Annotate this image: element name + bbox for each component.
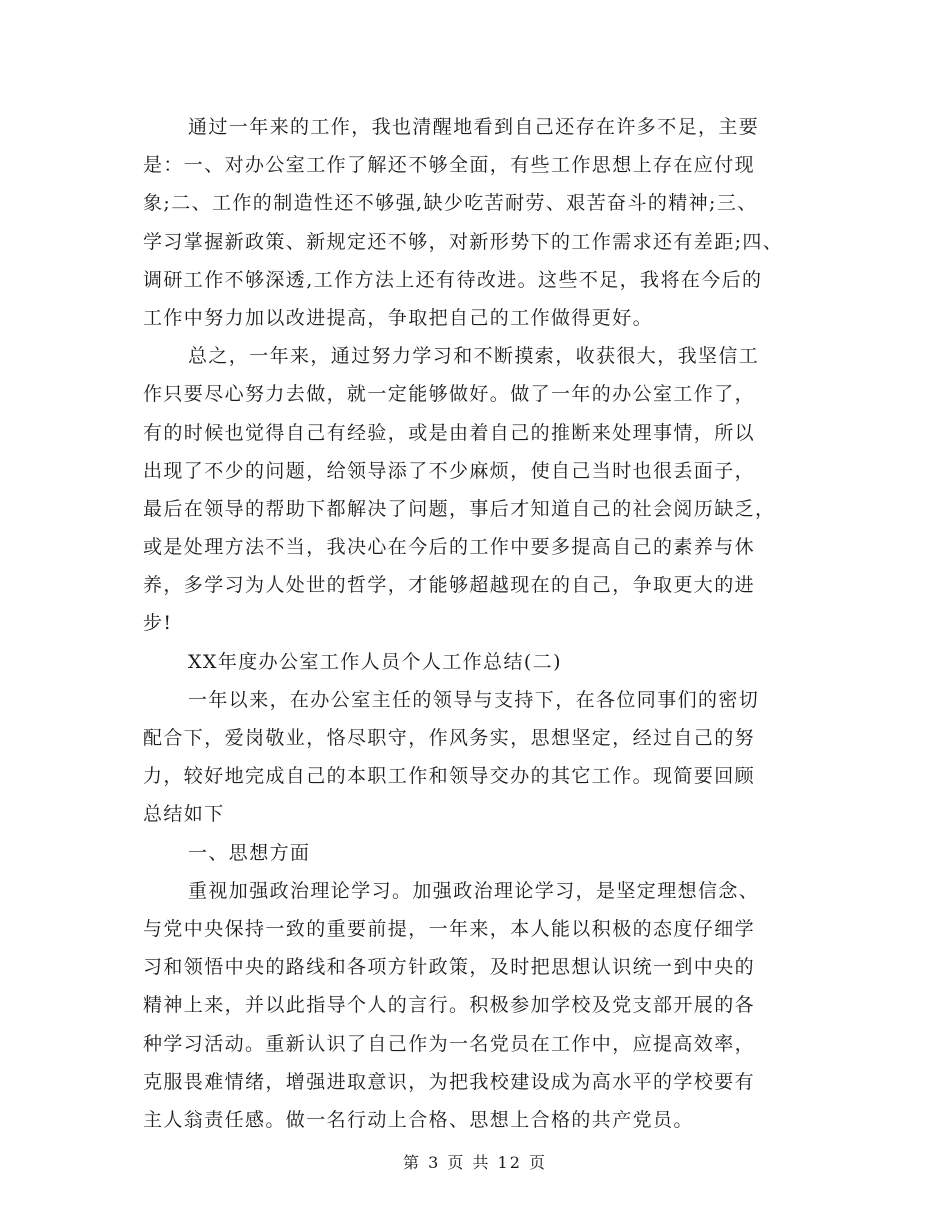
text-line: 有的时候也觉得自己有经验，或是由着自己的推断来处理事情，所以 <box>143 421 756 444</box>
text-line: 精神上来，并以此指导个人的言行。积极参加学校及党支部开展的各 <box>143 994 756 1017</box>
text-line: 学习掌握新政策、新规定还不够，对新形势下的工作需求还有差距;四、 <box>143 230 784 253</box>
paragraph <box>143 108 803 337</box>
text-line: 象;二、工作的制造性还不够强,缺少吃苦耐劳、艰苦奋斗的精神;三、 <box>143 192 758 215</box>
paragraph <box>143 681 803 834</box>
text-line: 养，多学习为人处世的哲学，才能够超越现在的自己，争取更大的进 <box>143 574 756 597</box>
text-line: 作只要尽心努力去做，就一定能够做好。做了一年的办公室工作了， <box>143 383 756 406</box>
text-line: 通过一年来的工作，我也清醒地看到自己还存在许多不足，主要 <box>188 116 760 138</box>
paragraph <box>143 337 803 643</box>
page-number-footer: 第 3 页 共 12 页 <box>403 1153 547 1172</box>
text-line: 或是处理方法不当，我决心在今后的工作中要多提高自己的素养与休 <box>143 536 756 559</box>
text-line: 调研工作不够深透,工作方法上还有待改进。这些不足，我将在今后的 <box>143 268 763 291</box>
text-line: 种学习活动。重新认识了自己作为一名党员在工作中，应提高效率， <box>143 1032 756 1055</box>
paragraph <box>143 872 803 1139</box>
text-line: 配合下，爱岗敬业，恪尽职守，作风务实，思想坚定，经过自己的努 <box>143 727 756 749</box>
text-line: 克服畏难情绪，增强进取意识，为把我校建设成为高水平的学校要有 <box>143 1070 756 1093</box>
text-line: 一年以来，在办公室主任的领导与支持下，在各位同事们的密切 <box>188 688 760 711</box>
text-line: 重视加强政治理论学习。加强政治理论学习，是坚定理想信念、 <box>188 879 760 902</box>
text-line: 最后在领导的帮助下都解决了问题，事后才知道自己的社会阅历缺乏， <box>143 497 776 520</box>
text-line: 主人翁责任感。做一名行动上合格、思想上合格的共产党员。 <box>143 1108 694 1131</box>
text-line: 是：一、对办公室工作了解还不够全面，有些工作思想上存在应付现 <box>143 154 756 177</box>
text-line: 步! <box>143 612 173 635</box>
document-body <box>143 108 803 1139</box>
text-line: 工作中努力加以改进提高，争取把自己的工作做得更好。 <box>143 306 654 329</box>
text-line: 总之，一年来，通过努力学习和不断摸索，收获很大，我坚信工 <box>188 345 760 368</box>
text-line: 出现了不少的问题，给领导添了不少麻烦，使自己当时也很丢面子， <box>143 459 756 482</box>
text-line: 总结如下 <box>143 803 225 826</box>
text-line: 力，较好地完成自己的本职工作和领导交办的其它工作。现简要回顾 <box>143 765 756 788</box>
section-heading <box>143 643 803 681</box>
text-line: 与党中央保持一致的重要前提，一年来，本人能以积极的态度仔细学 <box>143 917 756 940</box>
heading-line: 一、思想方面 <box>188 841 311 864</box>
text-line: 习和领悟中央的路线和各项方针政策，及时把思想认识统一到中央的 <box>143 956 756 979</box>
heading-line: XX年度办公室工作人员个人工作总结(二) <box>188 650 562 673</box>
subsection-heading <box>143 834 803 872</box>
